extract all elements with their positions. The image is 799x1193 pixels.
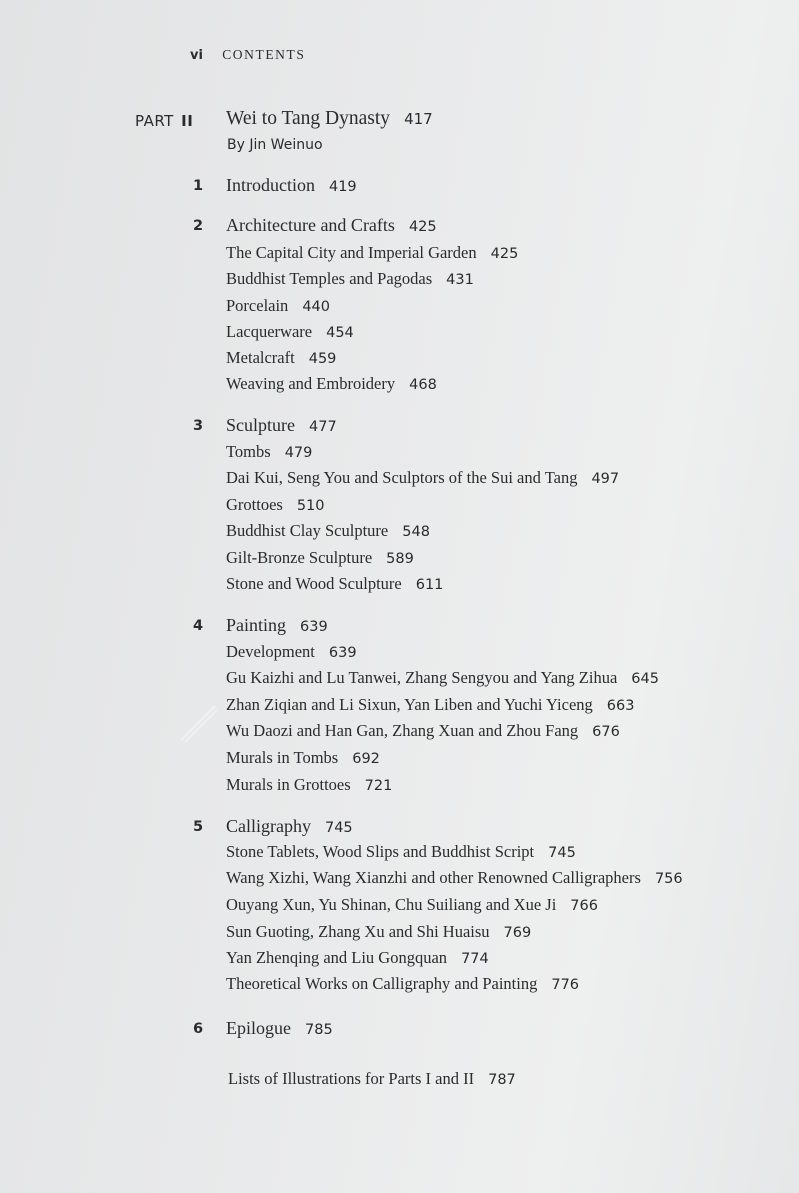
- section-line[interactable]: [226, 895, 598, 915]
- part-title: Wei to Tang Dynasty: [226, 108, 391, 129]
- section-title: Sun Guoting, Zhang Xu and Shi Huaisu: [226, 922, 490, 941]
- part-number: II: [181, 112, 194, 130]
- section-page: 769: [503, 925, 532, 941]
- section-title: Gilt-Bronze Sculpture: [226, 548, 373, 567]
- chapter-1-line[interactable]: [226, 175, 357, 196]
- section-page: 459: [308, 351, 337, 367]
- section-page: 431: [446, 272, 474, 288]
- section-title: Development: [226, 642, 315, 661]
- section-line[interactable]: [226, 922, 531, 942]
- section-line[interactable]: [226, 548, 414, 568]
- section-title: Buddhist Clay Sculpture: [226, 521, 389, 540]
- section-title: Buddhist Temples and Pagodas: [226, 269, 433, 288]
- section-line[interactable]: [226, 521, 430, 541]
- chapter-3-line[interactable]: [226, 415, 337, 436]
- chapter-number: 1: [193, 178, 204, 194]
- section-line[interactable]: [226, 574, 443, 594]
- chapter-page: 639: [300, 619, 328, 635]
- chapter-title: Painting: [226, 615, 287, 635]
- section-title: Metalcraft: [226, 348, 295, 367]
- section-title: Wang Xizhi, Wang Xianzhi and other Renowned Calligraphers: [226, 868, 641, 887]
- section-title: Stone Tablets, Wood Slips and Buddhist Script: [226, 842, 535, 861]
- section-line[interactable]: [226, 842, 576, 862]
- section-line[interactable]: [226, 868, 683, 888]
- section-page: 721: [364, 778, 393, 794]
- chapter-page: 419: [328, 179, 357, 195]
- chapter-title: Architecture and Crafts: [226, 215, 395, 235]
- section-line[interactable]: [226, 322, 354, 342]
- section-line[interactable]: [226, 442, 312, 462]
- part-title-line: [226, 108, 433, 130]
- section-page: 766: [570, 898, 598, 914]
- section-page: 745: [548, 845, 576, 861]
- chapter-6-line[interactable]: [226, 1018, 333, 1039]
- section-page: 589: [386, 551, 414, 567]
- section-line[interactable]: [226, 374, 437, 394]
- section-title: Yan Zhenqing and Liu Gongquan: [226, 948, 448, 967]
- chapter-number: 6: [193, 1021, 204, 1037]
- section-line[interactable]: [226, 348, 336, 368]
- section-page: 497: [591, 471, 620, 487]
- chapter-title: Sculpture: [226, 415, 295, 435]
- section-page: 776: [551, 977, 580, 993]
- running-head: [190, 47, 306, 63]
- section-title: Zhan Ziqian and Li Sixun, Yan Liben and Yuchi Yiceng: [226, 695, 593, 714]
- chapter-title: Epilogue: [226, 1018, 291, 1038]
- section-title: Gu Kaizhi and Lu Tanwei, Zhang Sengyou and Yang Zihua: [226, 668, 618, 687]
- chapter-number: 5: [193, 819, 204, 835]
- chapter-page: 477: [309, 419, 337, 435]
- section-line[interactable]: [226, 642, 357, 662]
- section-title: Weaving and Embroidery: [226, 374, 396, 393]
- illustrations-list-line[interactable]: [228, 1069, 516, 1089]
- chapter-title: Introduction: [226, 175, 315, 195]
- section-page: 692: [352, 751, 380, 767]
- section-page: 639: [328, 645, 357, 661]
- section-title: Theoretical Works on Calligraphy and Painting: [226, 974, 538, 993]
- closing-page: 787: [488, 1072, 516, 1088]
- chapter-title: Calligraphy: [226, 816, 311, 836]
- section-line[interactable]: [226, 668, 659, 688]
- part-page: 417: [404, 110, 433, 128]
- section-title: Murals in Grottoes: [226, 775, 351, 794]
- section-title: Dai Kui, Seng You and Sculptors of the Sui and Tang: [226, 468, 578, 487]
- chapter-number: 2: [193, 218, 204, 234]
- chapter-page: 425: [408, 219, 437, 235]
- section-line[interactable]: [226, 948, 489, 968]
- watermark-logo-icon: [175, 700, 221, 746]
- section-page: 454: [326, 325, 354, 341]
- section-line[interactable]: [226, 269, 474, 289]
- section-line[interactable]: [226, 748, 380, 768]
- section-page: 663: [606, 698, 635, 714]
- section-line[interactable]: [226, 495, 325, 515]
- section-page: 440: [302, 299, 330, 315]
- closing-title: Lists of Illustrations for Parts I and II: [228, 1069, 475, 1088]
- section-page: 468: [409, 377, 437, 393]
- section-page: 676: [592, 724, 620, 740]
- section-title: Lacquerware: [226, 322, 313, 341]
- chapter-number: 3: [193, 418, 204, 434]
- chapter-2-line[interactable]: [226, 215, 437, 236]
- section-page: 774: [461, 951, 489, 967]
- section-page: 510: [296, 498, 325, 514]
- chapter-page: 745: [324, 820, 353, 836]
- page-folio: vi: [190, 48, 203, 63]
- part-byline: By Jin Weinuo: [227, 137, 323, 153]
- section-title: Stone and Wood Sculpture: [226, 574, 402, 593]
- section-page: 645: [631, 671, 659, 687]
- chapter-4-line[interactable]: [226, 615, 328, 636]
- section-title: Ouyang Xun, Yu Shinan, Chu Suiliang and Xue Ji: [226, 895, 557, 914]
- running-head-title: CONTENTS: [222, 47, 306, 62]
- part-word: PART: [135, 112, 174, 130]
- section-line[interactable]: [226, 695, 634, 715]
- chapter-page: 785: [305, 1022, 333, 1038]
- section-page: 479: [284, 445, 313, 461]
- section-title: Wu Daozi and Han Gan, Zhang Xuan and Zhou Fang: [226, 721, 579, 740]
- section-line[interactable]: [226, 468, 619, 488]
- section-line[interactable]: [226, 721, 620, 741]
- section-title: Grottoes: [226, 495, 283, 514]
- section-line[interactable]: [226, 974, 579, 994]
- part-label: [135, 112, 193, 130]
- section-title: Porcelain: [226, 296, 289, 315]
- section-title: Tombs: [226, 442, 271, 461]
- section-page: 611: [415, 577, 444, 593]
- chapter-number: 4: [193, 618, 204, 634]
- chapter-5-line[interactable]: [226, 816, 353, 837]
- section-title: Murals in Tombs: [226, 748, 339, 767]
- section-title: The Capital City and Imperial Garden: [226, 243, 477, 262]
- section-line[interactable]: [226, 296, 330, 316]
- section-line[interactable]: [226, 775, 392, 795]
- section-page: 548: [402, 524, 430, 540]
- section-page: 756: [654, 871, 683, 887]
- section-page: 425: [490, 246, 519, 262]
- section-line[interactable]: [226, 243, 518, 263]
